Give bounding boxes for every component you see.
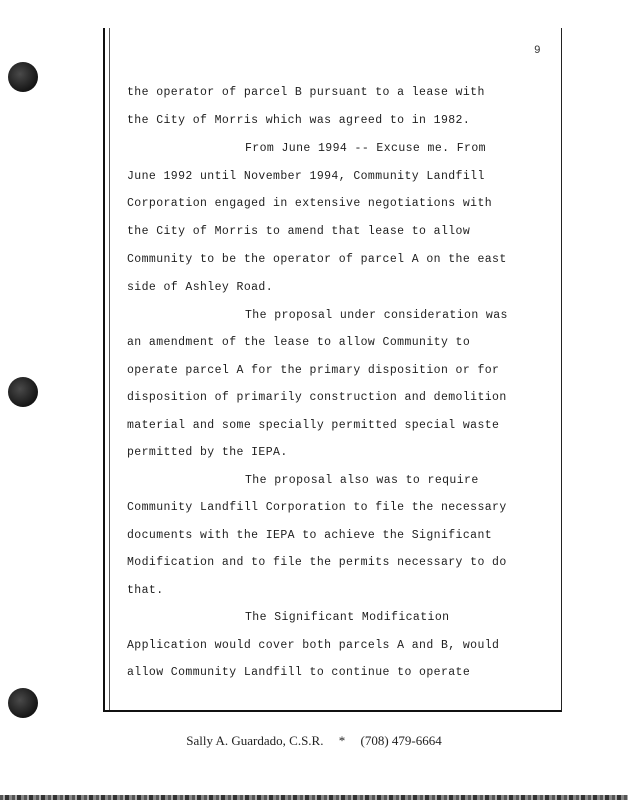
transcript-line: disposition of primarily construction and demolition bbox=[127, 391, 507, 404]
transcript-line: The proposal also was to require bbox=[245, 474, 479, 487]
reporter-phone: (708) 479-6664 bbox=[360, 733, 442, 748]
page-number: 9 bbox=[534, 45, 541, 57]
transcript-line: allow Community Landfill to continue to operate bbox=[127, 666, 471, 679]
transcript-line: the City of Morris to amend that lease to allow bbox=[127, 225, 471, 238]
transcript-line: that. bbox=[127, 584, 164, 597]
reporter-name: Sally A. Guardado, C.S.R. bbox=[186, 733, 324, 748]
transcript-line: side of Ashley Road. bbox=[127, 281, 274, 294]
transcript-line: Corporation engaged in extensive negotiations with bbox=[127, 197, 493, 210]
scan-edge bbox=[0, 795, 628, 800]
transcript-line: June 1992 until November 1994, Community Landfill bbox=[127, 170, 485, 183]
binder-hole-middle bbox=[8, 377, 38, 407]
transcript-line: permitted by the IEPA. bbox=[127, 446, 288, 459]
transcript-line: the operator of parcel B pursuant to a lease with bbox=[127, 86, 485, 99]
transcript-line: Modification and to file the permits necessary to do bbox=[127, 556, 507, 569]
transcript-line: documents with the IEPA to achieve the Significant bbox=[127, 529, 493, 542]
binder-hole-bottom bbox=[8, 688, 38, 718]
transcript-line: material and some specially permitted special waste bbox=[127, 419, 500, 432]
binder-hole-top bbox=[8, 62, 38, 92]
transcript-line: The proposal under consideration was bbox=[245, 309, 508, 322]
transcript-line: operate parcel A for the primary disposition or for bbox=[127, 364, 500, 377]
transcript-line: Application would cover both parcels A and B, would bbox=[127, 639, 500, 652]
transcript-line: Community to be the operator of parcel A on the east bbox=[127, 253, 507, 266]
transcript-line: The Significant Modification bbox=[245, 611, 450, 624]
transcript-line: the City of Morris which was agreed to in 1982. bbox=[127, 114, 471, 127]
transcript-line: an amendment of the lease to allow Community to bbox=[127, 336, 471, 349]
footer-separator: * bbox=[338, 733, 346, 748]
reporter-footer bbox=[0, 733, 628, 749]
transcript-line: Community Landfill Corporation to file the necessary bbox=[127, 501, 507, 514]
transcript-line: From June 1994 -- Excuse me. From bbox=[245, 142, 486, 155]
